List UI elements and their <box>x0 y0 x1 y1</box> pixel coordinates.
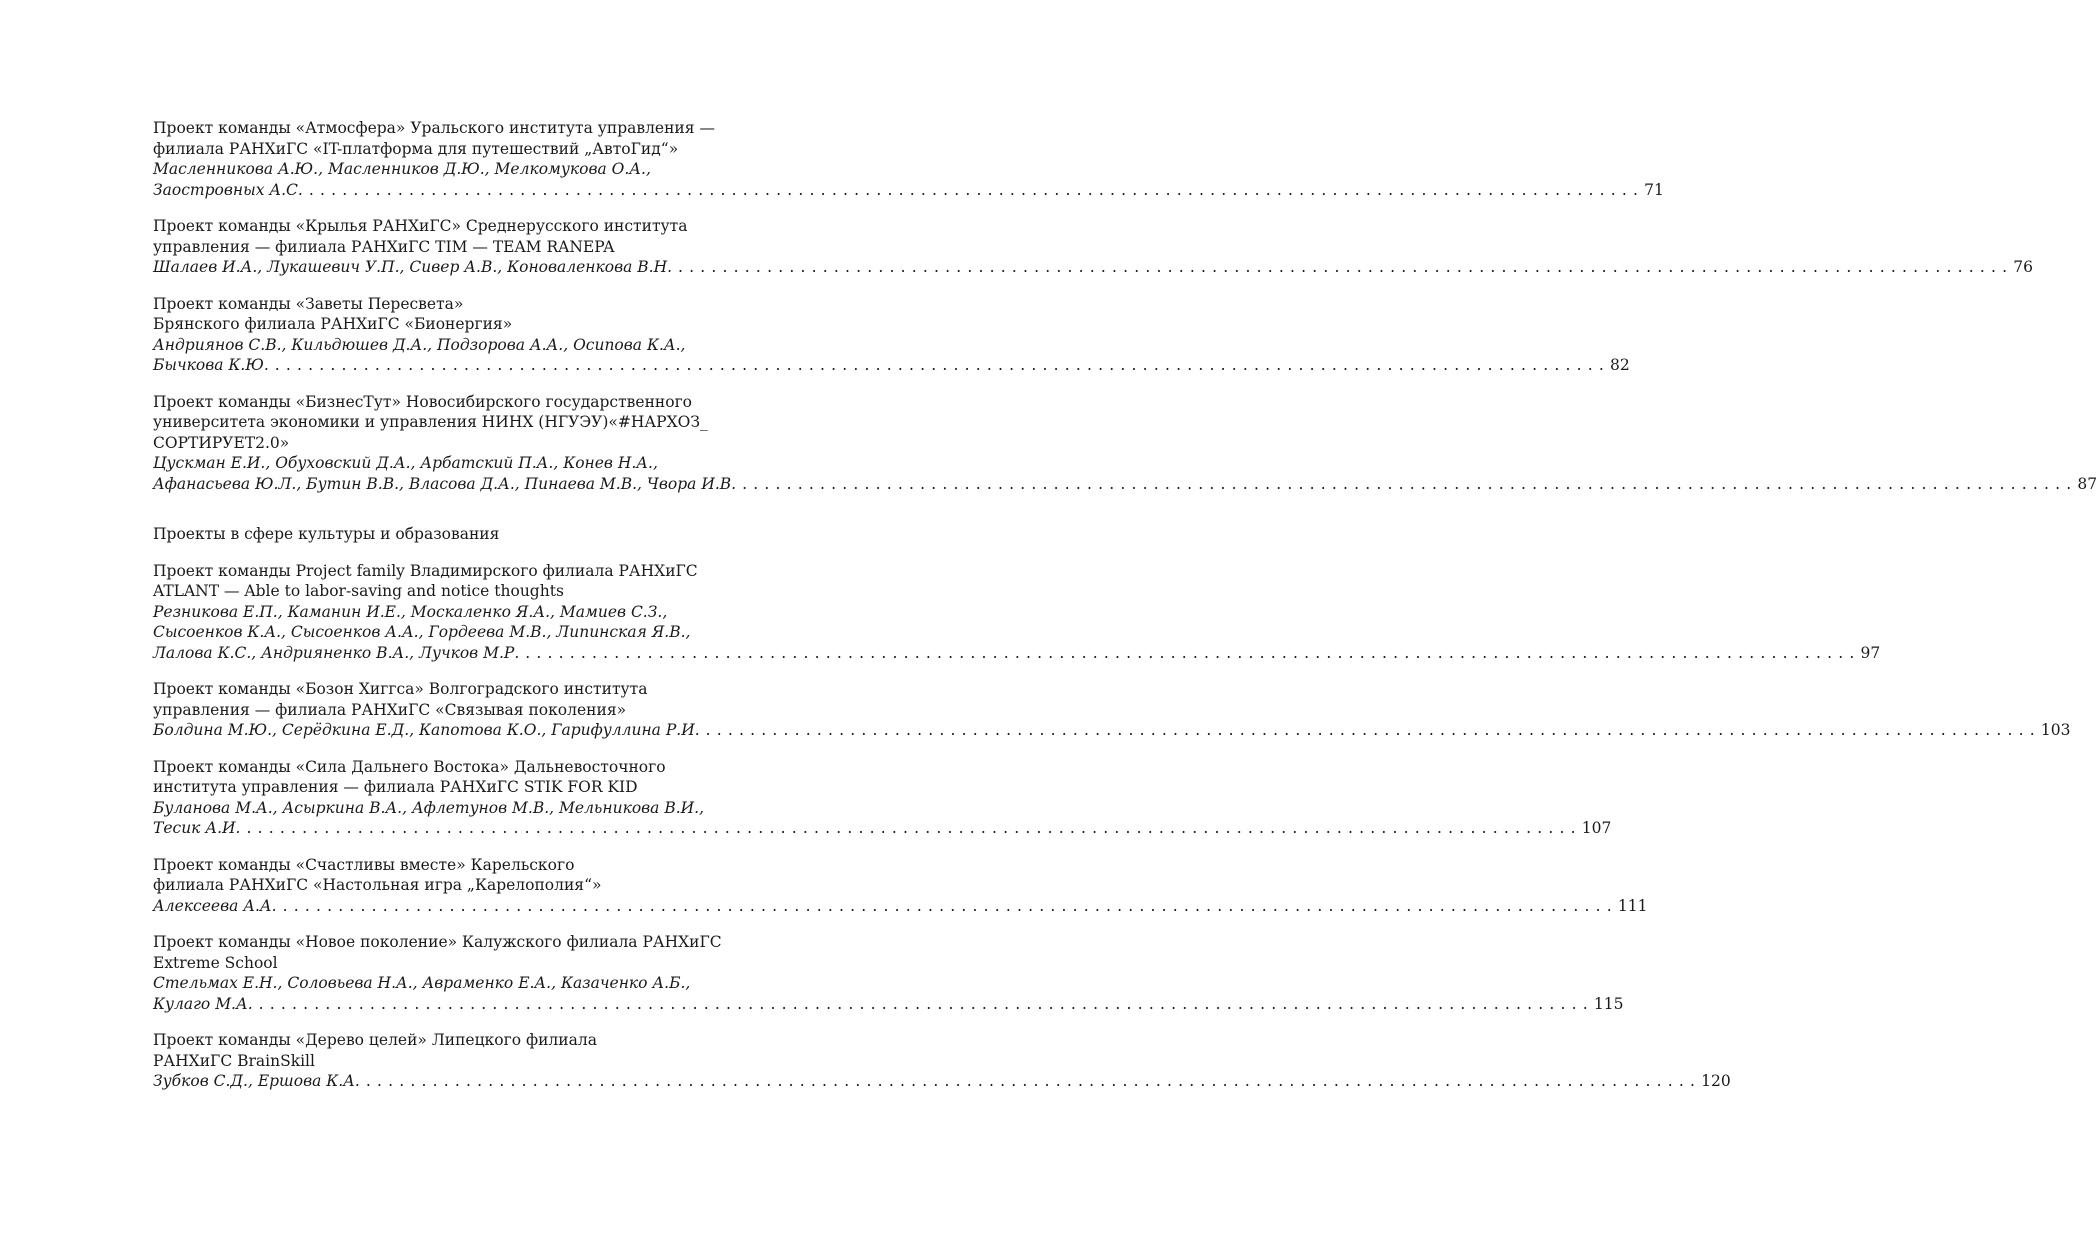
entry-title-line: филиала РАНХиГС «Настольная игра „Карелополия“» <box>153 876 602 894</box>
entry-authors-line: Бычкова К.Ю. <box>153 356 269 374</box>
entry-authors-line: Зубков С.Д., Ершова К.А. <box>153 1072 360 1090</box>
entry-authors-line: Лалова К.С., Андрияненко В.А., Лучков М.Р. <box>153 643 520 662</box>
page-number[interactable]: 97 <box>1860 643 1881 662</box>
page-number[interactable]: 120 <box>1701 1072 1731 1090</box>
entry-title-line: Проект команды «Новое поколение» Калужского филиала РАНХиГС <box>153 933 722 951</box>
entry-authors-line: Андриянов С.В., Кильдюшев Д.А., Подзорова А.А., Осипова К.А., <box>153 335 686 354</box>
entry-title-line: Проект команды «Сила Дальнего Востока» Дальневосточного <box>153 757 666 776</box>
toc-entry[interactable] <box>153 855 1648 917</box>
entry-title-line: Проект команды «Заветы Пересвета» <box>153 294 464 313</box>
toc-entry[interactable] <box>153 216 2034 278</box>
toc-group-1 <box>153 118 2097 494</box>
entry-authors-line: Болдина М.Ю., Серёдкина Е.Д., Капотова К.О., Гарифуллина Р.И. <box>153 721 700 739</box>
entry-leader-line <box>153 474 2097 495</box>
entry-authors-line: Масленникова А.Ю., Масленников Д.Ю., Мелкомукова О.А., <box>153 160 651 178</box>
entry-title-line: Проект команды Project family Владимирского филиала РАНХиГС <box>153 561 698 580</box>
toc-entry[interactable] <box>153 561 1881 664</box>
entry-title-line: Проект команды «Счастливы вместе» Карельского <box>153 855 575 874</box>
page-number[interactable]: 82 <box>1610 356 1630 374</box>
entry-title-line: Проект команды «Атмосфера» Уральского института управления — <box>153 119 715 137</box>
entry-title-line: Extreme School <box>153 953 278 972</box>
toc-entry[interactable] <box>153 932 1624 1014</box>
entry-leader-line <box>153 180 1664 201</box>
entry-authors-line: Сысоенков К.А., Сысоенков А.А., Гордеева М.В., Липинская Я.В., <box>153 623 691 641</box>
entry-authors-line: Тесик А.И. <box>153 819 241 837</box>
page-number[interactable]: 103 <box>2040 721 2071 739</box>
entry-title-line: Проект команды «Крылья РАНХиГС» Среднерусского института <box>153 217 688 235</box>
toc-entry[interactable] <box>153 1030 1731 1092</box>
section-heading: Проекты в сфере культуры и образования <box>153 525 500 543</box>
dot-leader: ........................................................................................................................ <box>742 474 2078 493</box>
entry-leader-line <box>153 1071 1731 1092</box>
dot-leader: ........................................................................................................................ <box>258 994 1594 1013</box>
dot-leader: ........................................................................................................................ <box>308 180 1645 199</box>
entry-title-line: РАНХиГС BrainSkill <box>153 1051 315 1070</box>
entry-authors-line: Заостровных А.С. <box>153 180 303 199</box>
entry-title-line: института управления — филиала РАНХиГС STIK FOR KID <box>153 778 638 796</box>
entry-leader-line <box>153 257 2034 278</box>
entry-authors-line: Буланова М.А., Асыркина В.А., Афлетунов М.В., Мельникова В.И., <box>153 798 705 817</box>
toc-entry[interactable] <box>153 679 2071 741</box>
dot-leader: ........................................................................................................................ <box>678 258 2014 276</box>
entry-title-line: Проект команды «БизнесТут» Новосибирского государственного <box>153 392 693 411</box>
entry-leader-line <box>153 818 1612 839</box>
entry-title-line: Проект команды «Дерево целей» Липецкого филиала <box>153 1031 597 1049</box>
entry-title-line: управления — филиала РАНХиГС «Связывая поколения» <box>153 700 627 719</box>
page-number[interactable]: 115 <box>1593 994 1624 1013</box>
dot-leader: ........................................................................................................................ <box>274 356 1611 374</box>
entry-title-line: ATLANT — Able to labor-saving and notice thoughts <box>153 582 564 600</box>
entry-authors-line: Стельмах Е.Н., Соловьева Н.А., Авраменко Е.А., Казаченко А.Б., <box>153 974 691 992</box>
entry-title-line: управления — филиала РАНХиГС TIM — TEAM RANEPA <box>153 237 615 256</box>
page-number[interactable]: 107 <box>1581 819 1612 837</box>
entry-title-line: Брянского филиала РАНХиГС «Бионергия» <box>153 315 513 333</box>
dot-leader: ........................................................................................................................ <box>525 643 1861 662</box>
entry-leader-line <box>153 355 1630 376</box>
toc-entry[interactable] <box>153 757 1612 839</box>
toc-group-2 <box>153 561 2071 1092</box>
toc-entry[interactable] <box>153 294 1630 376</box>
entry-title-line: СОРТИРУЕТ2.0» <box>153 433 290 452</box>
page-number[interactable]: 76 <box>2013 258 2034 276</box>
toc-entry[interactable] <box>153 392 2097 495</box>
dot-leader: ........................................................................................................................ <box>282 896 1618 915</box>
entry-leader-line <box>153 994 1624 1015</box>
entry-leader-line <box>153 643 1881 664</box>
page-number[interactable]: 87 <box>2077 474 2097 493</box>
table-of-contents <box>153 118 2097 1108</box>
page-number[interactable]: 111 <box>1617 896 1648 915</box>
entry-leader-line <box>153 720 2071 741</box>
toc-entry[interactable] <box>153 118 1664 200</box>
dot-leader: ........................................................................................................................ <box>365 1072 1702 1090</box>
entry-authors-line: Кулаго М.А. <box>153 994 253 1013</box>
entry-authors-line: Резникова Е.П., Каманин И.Е., Москаленко Я.А., Мамиев С.З., <box>153 602 668 621</box>
entry-title-line: Проект команды «Бозон Хиггса» Волгоградского института <box>153 680 648 698</box>
entry-authors-line: Алексеева А.А. <box>153 896 277 915</box>
entry-authors-line: Шалаев И.А., Лукашевич У.П., Сивер А.В., Коноваленкова В.Н. <box>153 258 673 276</box>
entry-authors-line: Афанасьева Ю.Л., Бутин В.В., Власова Д.А., Пинаева М.В., Чвора И.В. <box>153 474 737 493</box>
dot-leader: ........................................................................................................................ <box>705 721 2041 739</box>
dot-leader: ........................................................................................................................ <box>246 819 1582 837</box>
entry-title-line: университета экономики и управления НИНХ (НГУЭУ)«#НАРХОЗ_ <box>153 413 708 431</box>
entry-leader-line <box>153 896 1648 917</box>
page-number[interactable]: 71 <box>1644 180 1664 199</box>
entry-authors-line: Цускман Е.И., Обуховский Д.А., Арбатский П.А., Конев Н.А., <box>153 454 658 472</box>
entry-title-line: филиала РАНХиГС «IT-платформа для путешествий „АвтоГид“» <box>153 139 679 158</box>
